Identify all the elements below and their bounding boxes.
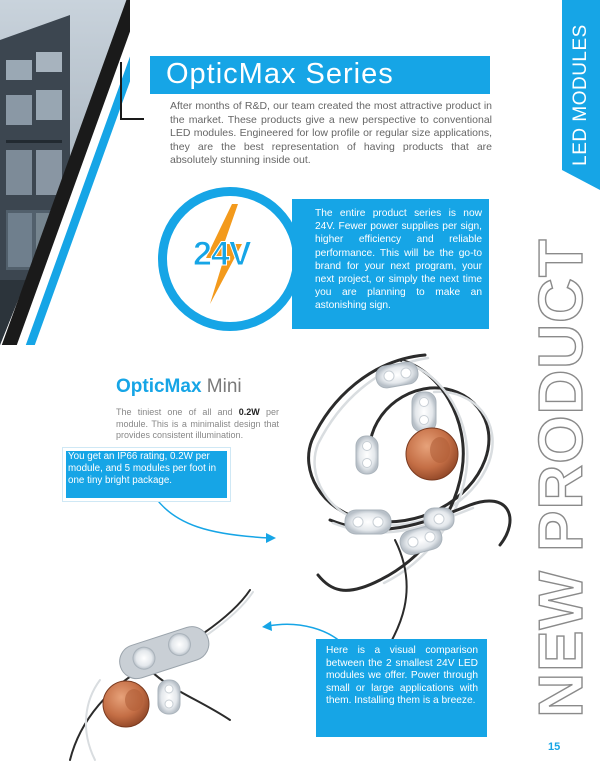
mini-heading [116,376,242,398]
mini-desc-before: The tiniest one of all and [116,407,239,417]
side-tab-label: LED MODULES [570,24,591,166]
mini-desc-power: 0.2W [238,407,260,417]
mini-description [116,407,279,442]
intro-paragraph: After months of R&D, our team created the most attractive product in the market. These products give a new perspective to conventional LED modules. Engineered for low profile or regular size applications, they are the best representation of having products that are absolutely stunning inside out. [170,100,492,166]
mini-desc-after: per module. This is a minimalist design that provides consistent illumination. [116,407,279,440]
voltage-info-text: The entire product series is now 24V. Fewer power supplies per sign, higher efficiency and reliable performance. This will be the go-to brand for your next program, your next project, or simply the next time you are planning to make an astonishing sign. [315,208,482,312]
mini-model: Mini [201,376,242,397]
new-product-vertical-text: NEW PRODUCT [527,238,596,718]
page-title: OpticMax Series [166,58,394,90]
voltage-badge: 24V [193,235,251,273]
page-number: 15 [548,741,561,753]
comparison-text: Here is a visual comparison between the 2 smallest 24V LED modules we offer. Power through small or large applications with them. Installing them is a breeze. [326,645,478,707]
mini-brand: OpticMax [116,376,202,397]
mini-note-text: You get an IP66 rating, 0.2W per module, and 5 modules per foot in one tiny bright package. [68,451,217,487]
